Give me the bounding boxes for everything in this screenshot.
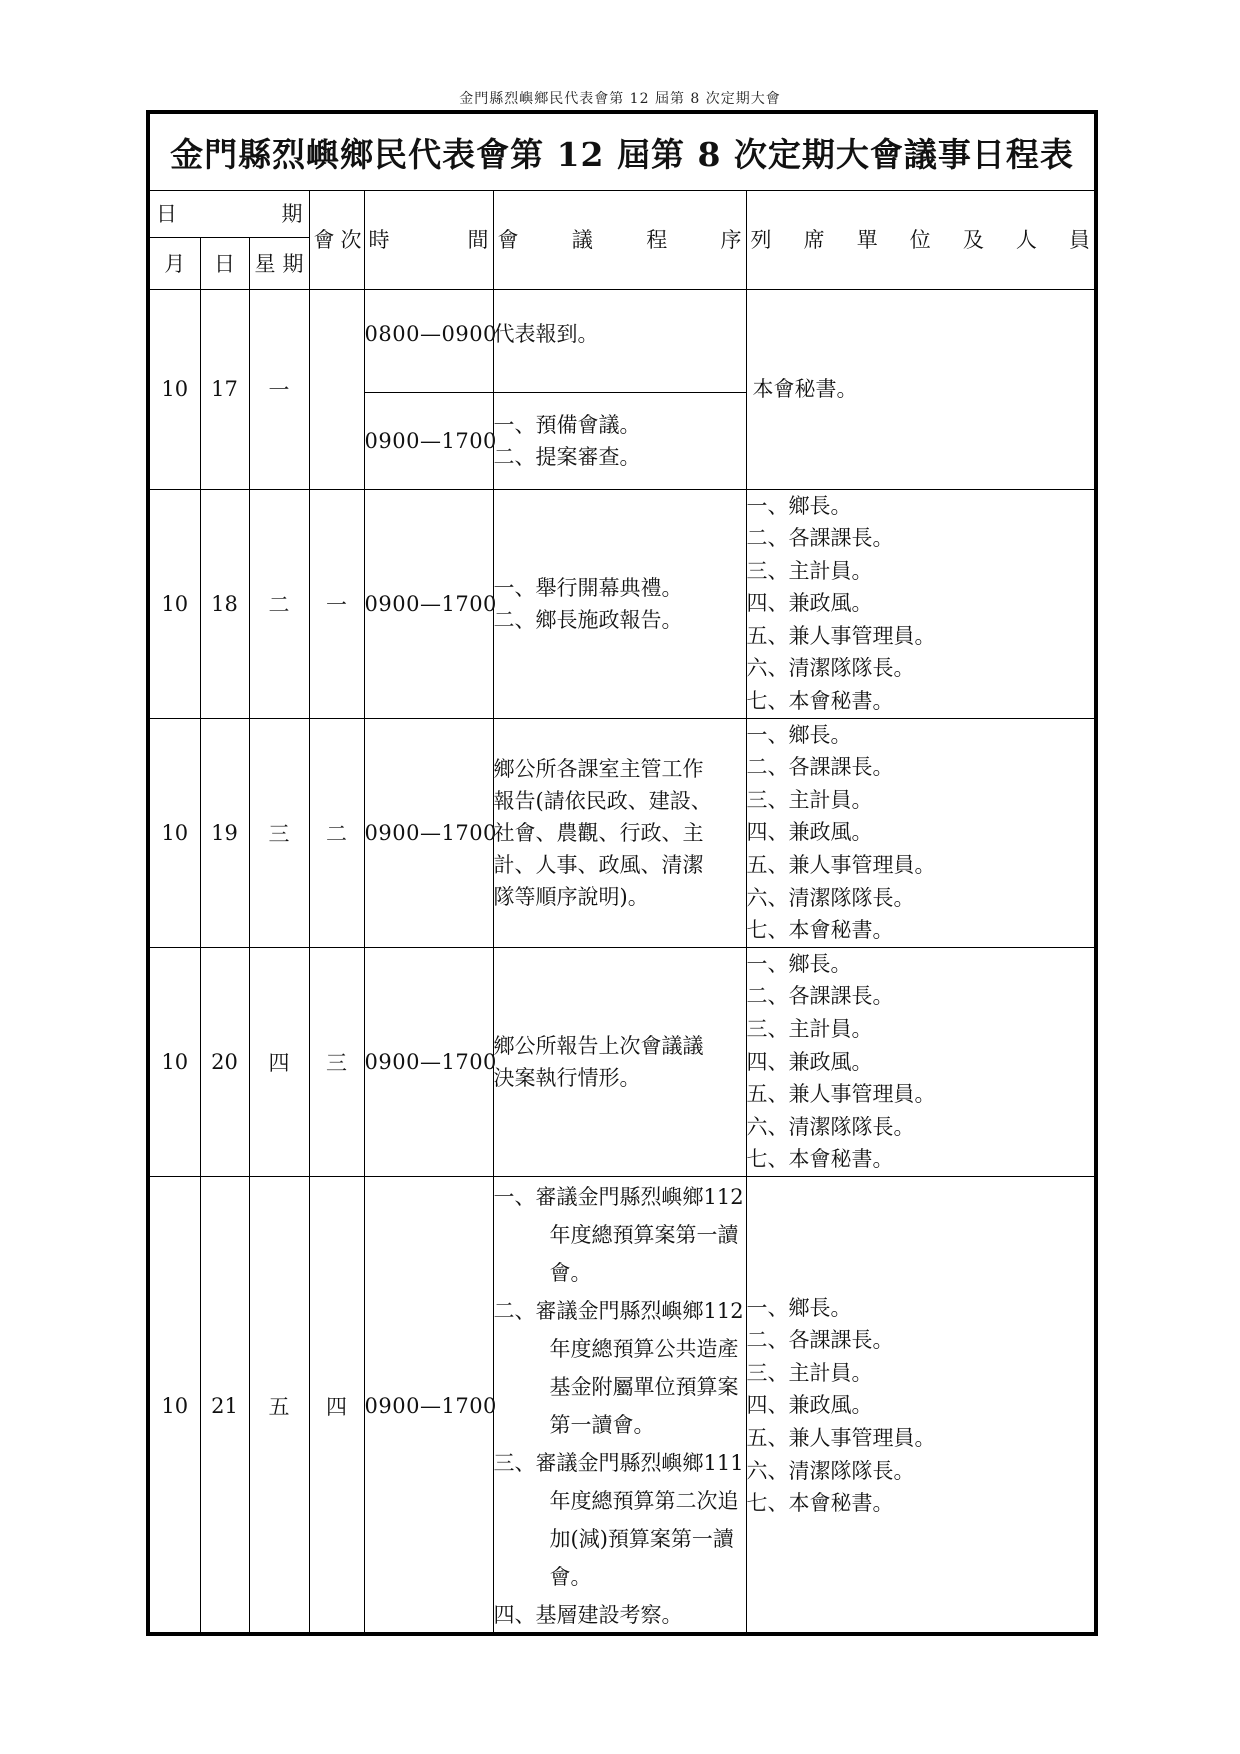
agenda-item: 一、審議金門縣烈嶼鄉112 年度總預算案第一讀會。: [493, 1184, 744, 1285]
cell-weekday: 五: [249, 1176, 309, 1634]
cell-attendees: [746, 289, 1094, 489]
col-header-weekday: 星 期: [249, 237, 309, 289]
agenda-item: 一、預備會議。: [493, 412, 641, 437]
header-row-1: [150, 190, 1094, 237]
attendee-item: 七、本會秘書。: [746, 1147, 894, 1172]
attendee-item: 三、主計員。: [746, 1360, 873, 1385]
attendee-item: 七、本會秘書。: [746, 1491, 894, 1516]
cell-time: 0900—1700: [364, 392, 493, 489]
agenda-line: 報告(請依民政、建設、: [493, 788, 712, 813]
attendee-item: 二、各課課長。: [746, 984, 894, 1009]
cell-agenda: [493, 489, 746, 718]
col-header-agenda: 會 議 程 序: [493, 190, 746, 289]
cell-day: 18: [200, 489, 249, 718]
attendee-item: 六、清潔隊隊長。: [746, 885, 915, 910]
col-header-day: 日: [200, 237, 249, 289]
cell-month: 10: [150, 489, 200, 718]
cell-agenda: [493, 392, 746, 489]
cell-time: 0900—1700: [364, 1176, 493, 1634]
cell-attendees: [746, 718, 1094, 947]
cell-agenda: [493, 947, 746, 1176]
agenda-item: 二、鄉長施政報告。: [493, 607, 683, 632]
agenda-item: 二、提案審查。: [493, 444, 641, 469]
attendee-item: 六、清潔隊隊長。: [746, 656, 915, 681]
col-header-time: 時 間: [364, 190, 493, 289]
cell-session: 三: [309, 947, 364, 1176]
agenda-line: 鄉公所報告上次會議議: [493, 1033, 704, 1058]
attendee-item: 七、本會秘書。: [746, 918, 894, 943]
cell-time: 0900—1700: [364, 718, 493, 947]
attendee-item: 四、兼政風。: [746, 820, 873, 845]
agenda-line: 隊等順序說明)。: [493, 884, 649, 909]
agenda-item: 四、基層建設考察。: [493, 1602, 683, 1627]
agenda-item: 二、審議金門縣烈嶼鄉112 年度總預算公共造產基金附屬單位預算案第一讀會。: [493, 1298, 744, 1437]
agenda-line: 鄉公所各課室主管工作: [493, 756, 704, 781]
attendee-item: 五、兼人事管理員。: [746, 623, 936, 648]
attendee-item: 三、主計員。: [746, 787, 873, 812]
cell-day: 17: [200, 289, 249, 489]
cell-day: 21: [200, 1176, 249, 1634]
cell-attendees: [746, 947, 1094, 1176]
cell-time: 0800—0900: [364, 289, 493, 392]
schedule-frame: [146, 110, 1098, 1636]
attendee-item: 本會秘書。: [752, 376, 858, 401]
attendee-item: 一、鄉長。: [746, 1295, 852, 1320]
table-row: [150, 1176, 1094, 1634]
document-title: 金門縣烈嶼鄉民代表會第 12 屆第 8 次定期大會議事日程表: [150, 114, 1094, 191]
attendee-item: 五、兼人事管理員。: [746, 853, 936, 878]
table-row: [150, 947, 1094, 1176]
attendee-item: 七、本會秘書。: [746, 689, 894, 714]
cell-weekday: 四: [249, 947, 309, 1176]
attendee-item: 二、各課課長。: [746, 526, 894, 551]
attendee-item: 三、主計員。: [746, 558, 873, 583]
attendee-item: 三、主計員。: [746, 1017, 873, 1041]
cell-weekday: 二: [249, 489, 309, 718]
attendee-item: 一、鄉長。: [746, 951, 852, 976]
agenda-line: 決案執行情形。: [493, 1065, 641, 1090]
cell-attendees: [746, 1176, 1094, 1634]
cell-month: 10: [150, 718, 200, 947]
col-header-session: 會 次: [309, 190, 364, 289]
cell-session: 二: [309, 718, 364, 947]
attendee-item: 六、清潔隊隊長。: [746, 1458, 915, 1483]
attendee-item: 五、兼人事管理員。: [746, 1082, 936, 1107]
agenda-line: 計、人事、政風、清潔: [493, 852, 704, 877]
attendee-item: 一、鄉長。: [746, 722, 852, 747]
schedule-table: [150, 190, 1094, 1634]
cell-agenda: [493, 718, 746, 947]
cell-agenda: [493, 1176, 746, 1634]
cell-month: 10: [150, 947, 200, 1176]
agenda-item: 三、審議金門縣烈嶼鄉111 年度總預算第二次追加(減)預算案第一讀會。: [493, 1450, 744, 1589]
cell-session: 四: [309, 1176, 364, 1634]
attendee-item: 二、各課課長。: [746, 755, 894, 780]
attendee-item: 四、兼政風。: [746, 1393, 873, 1418]
cell-weekday: 一: [249, 289, 309, 489]
attendee-item: 五、兼人事管理員。: [746, 1426, 936, 1451]
cell-month: 10: [150, 289, 200, 489]
table-row: [150, 489, 1094, 718]
agenda-line: 社會、農觀、行政、主: [493, 820, 704, 845]
cell-time: 0900—1700: [364, 947, 493, 1176]
running-header: 金門縣烈嶼鄉民代表會第 12 屆第 8 次定期大會: [459, 91, 781, 107]
cell-agenda: [493, 289, 746, 392]
col-header-attendees: 列 席 單 位 及 人 員: [746, 190, 1094, 289]
attendee-item: 四、兼政風。: [746, 1049, 873, 1074]
table-row: [150, 289, 1094, 392]
agenda-item: 一、舉行開幕典禮。: [493, 575, 683, 600]
attendee-item: 二、各課課長。: [746, 1328, 894, 1353]
cell-day: 19: [200, 718, 249, 947]
cell-attendees: [746, 489, 1094, 718]
cell-session: 一: [309, 489, 364, 718]
cell-day: 20: [200, 947, 249, 1176]
attendee-item: 四、兼政風。: [746, 591, 873, 616]
agenda-item: 代表報到。: [493, 321, 599, 346]
cell-time: 0900—1700: [364, 489, 493, 718]
cell-weekday: 三: [249, 718, 309, 947]
col-header-date: 日 期: [150, 190, 309, 237]
cell-month: 10: [150, 1176, 200, 1634]
cell-session: [309, 289, 364, 489]
table-row: [150, 718, 1094, 947]
attendee-item: 六、清潔隊隊長。: [746, 1114, 915, 1139]
col-header-month: 月: [150, 237, 200, 289]
attendee-item: 一、鄉長。: [746, 493, 852, 518]
